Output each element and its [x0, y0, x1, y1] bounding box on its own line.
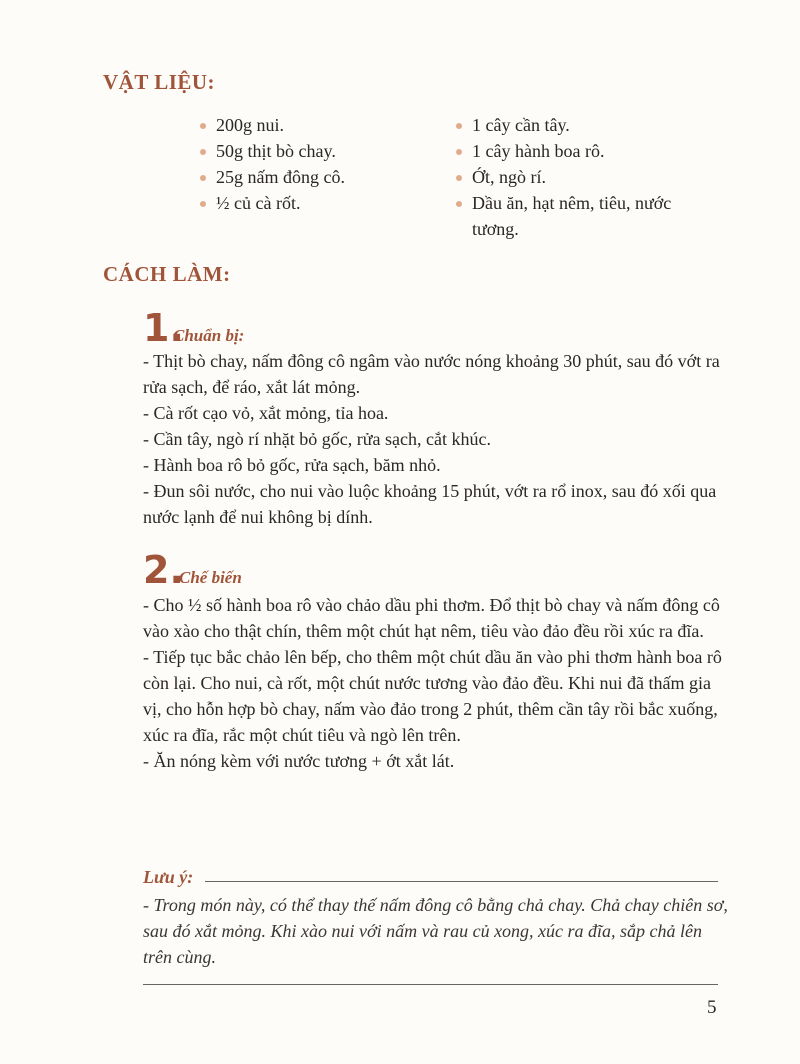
- note-body: [143, 892, 733, 970]
- step-1-number: 1.: [143, 306, 184, 350]
- ingredient-item: 50g thịt bò chay.: [199, 138, 439, 164]
- ingredient-item: Ớt, ngò rí.: [455, 164, 695, 190]
- ingredients-heading: VẬT LIỆU:: [103, 70, 216, 94]
- step-1-title: Chuẩn bị:: [173, 326, 245, 345]
- method-heading: CÁCH LÀM:: [103, 262, 231, 286]
- ingredient-item: 25g nấm đông cô.: [199, 164, 439, 190]
- ingredients-list-left: [199, 112, 439, 216]
- ingredients-list-right: [455, 112, 695, 242]
- step-2-number: 2.: [143, 548, 184, 592]
- step-2-line: - Tiếp tục bắc chảo lên bếp, cho thêm một chút dầu ăn vào phi thơm hành boa rô còn lại. Cho nui, cà rốt, một chút nước tương vào đảo đều. Khi nui đã thấm gia vị, cho hỗn hợp bò chay, nấm vào đảo trong 2 phút, thêm cần tây rồi bắc xuống, xúc ra đĩa, rắc một chút tiêu và ngò lên trên.: [143, 647, 722, 745]
- note-divider-bottom: [143, 984, 718, 985]
- ingredient-item: Dầu ăn, hạt nêm, tiêu, nước tương.: [455, 190, 695, 242]
- ingredient-item: 1 cây cần tây.: [455, 112, 695, 138]
- step-1-line: - Đun sôi nước, cho nui vào luộc khoảng 15 phút, vớt ra rổ inox, sau đó xối qua nước lạnh để nui không bị dính.: [143, 481, 717, 527]
- step-1-line: - Thịt bò chay, nấm đông cô ngâm vào nước nóng khoảng 30 phút, sau đó vớt ra rửa sạch, để ráo, xắt lát mỏng.: [143, 351, 720, 397]
- step-1-body: [143, 348, 733, 530]
- step-1-line: - Hành boa rô bỏ gốc, rửa sạch, băm nhỏ.: [143, 455, 441, 475]
- ingredient-item: ½ củ cà rốt.: [199, 190, 439, 216]
- step-1-line: - Cà rốt cạo vỏ, xắt mỏng, tỉa hoa.: [143, 403, 389, 423]
- page-number: 5: [707, 997, 717, 1018]
- step-2-line: - Ăn nóng kèm với nước tương + ớt xắt lát.: [143, 751, 455, 771]
- step-1-line: - Cần tây, ngò rí nhặt bỏ gốc, rửa sạch, cắt khúc.: [143, 429, 491, 449]
- note-text: - Trong món này, có thể thay thế nấm đông cô bằng chả chay. Chả chay chiên sơ, sau đó xắt mỏng. Khi xào nui với nấm và rau củ xong, xúc ra đĩa, sắp chả lên trên cùng.: [143, 895, 728, 967]
- step-2-title: Chế biến: [179, 568, 242, 587]
- step-2-line: - Cho ½ số hành boa rô vào chảo dầu phi thơm. Đổ thịt bò chay và nấm đông cô vào xào cho thật chín, thêm một chút hạt nêm, tiêu vào đảo đều rồi xúc ra đĩa.: [143, 595, 720, 641]
- ingredient-item: 200g nui.: [199, 112, 439, 138]
- step-2-body: [143, 592, 733, 774]
- note-divider-top: [205, 881, 718, 882]
- ingredient-item: 1 cây hành boa rô.: [455, 138, 695, 164]
- note-label: Lưu ý:: [143, 867, 194, 887]
